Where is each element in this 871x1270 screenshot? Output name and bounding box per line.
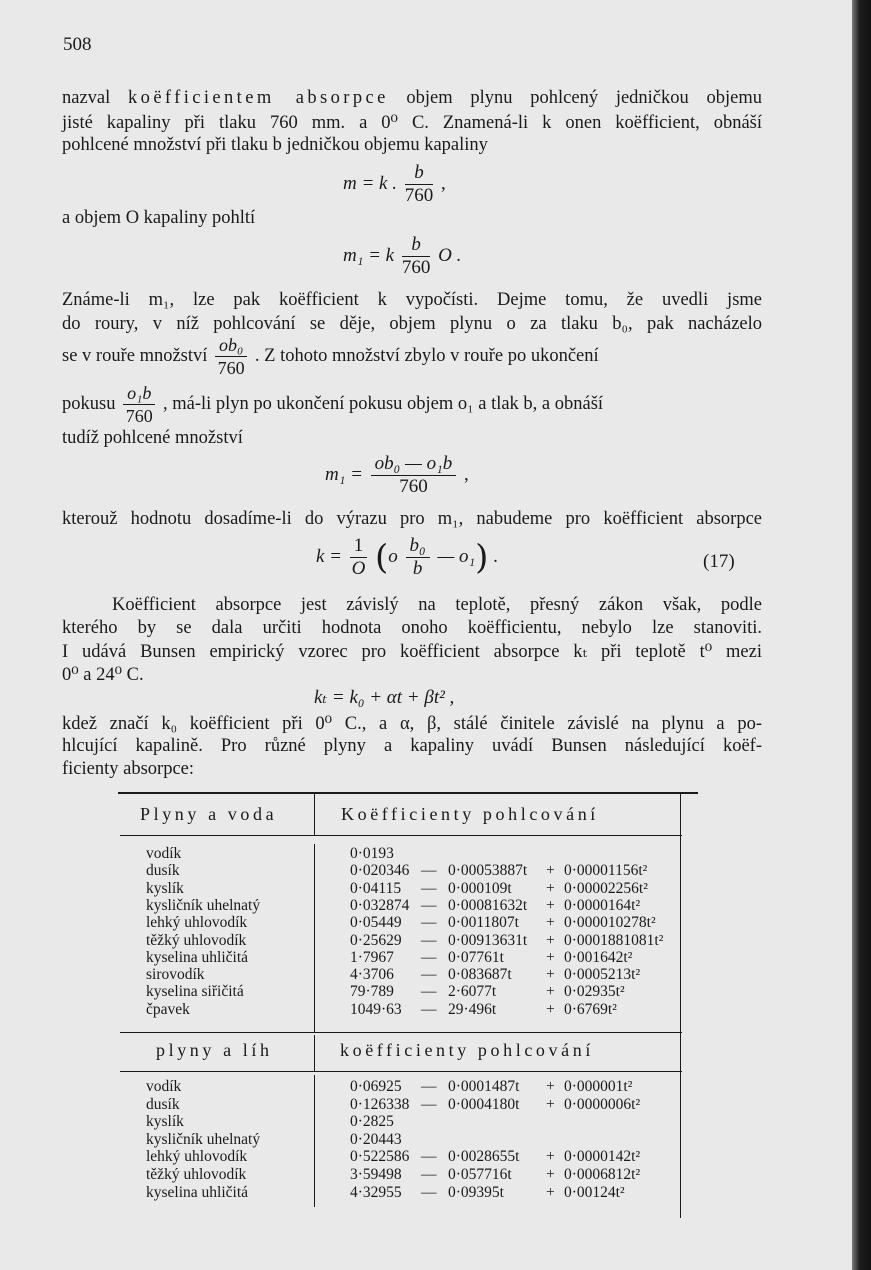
table-cell-v3: 0·00002256t² (564, 879, 648, 897)
table-cell-v1: 4·3706 (350, 966, 394, 984)
table-cell-v3: 0·0000142t² (564, 1148, 641, 1166)
table-column2-divider (314, 1075, 315, 1207)
table-cell-name: vodík (146, 845, 182, 862)
table-cell-s3: + (546, 896, 555, 914)
table-cell-s2: — (421, 1078, 437, 1095)
table-cell-v1: 0·522586 (350, 1148, 410, 1166)
table-cell-name: kyselina uhličitá (146, 1183, 249, 1201)
paragraph2-line3: se v rouře množství $\frac{\text{ob₀}}{760}$ . Z tohoto množství zbylo v rouře po ukončení (62, 335, 599, 378)
table-cell-name: kyselina uhličitá (146, 948, 249, 966)
alcohol-coef-header: koëfficienty pohlcování (340, 1040, 594, 1060)
paragraph3-line3: I udává Bunsen empirický vzorec pro koëfficient absorpce kₜ při teplotě t⁰ mezi (62, 642, 762, 662)
table-cell-v1: 0·25629 (350, 931, 402, 949)
table-cell-v1: 3·59498 (350, 1166, 402, 1183)
table-cell-s3: + (546, 966, 555, 984)
table-cell-v1: 0·126338 (350, 1095, 410, 1113)
table-cell-name: vodík (146, 1078, 182, 1095)
table-cell-v2: 0·057716t (448, 1166, 512, 1183)
table-cell-s2: — (421, 914, 437, 932)
table-cell-v3: 0·00124t² (564, 1183, 625, 1201)
text-objem: a objem O kapaliny pohltí (62, 208, 256, 228)
table-header2-rule (120, 1071, 682, 1072)
paragraph2-line1: Známe-li m₁, lze pak koëfficient k vypočísti. Dejme tomu, že uvedli jsme (62, 290, 762, 310)
table-cell-v3: 0·00001156t² (564, 862, 648, 880)
equation-m: m = k . $\frac{b}{760}$ , (343, 162, 446, 206)
equation-number: (17) (703, 551, 735, 572)
table-cell-v3: 0·0006812t² (564, 1166, 641, 1183)
table-cell-name: těžký uhlovodík (146, 1166, 247, 1183)
paragraph1-line1: nazval koëfficientem absorpce objem plynu pohlcený jedničkou objemu (62, 88, 762, 108)
table-cell-name: kysličník uhelnatý (146, 1130, 261, 1148)
table-cell-s3: + (546, 914, 555, 932)
table-cell-v2: 0·09395t (448, 1183, 504, 1201)
table-cell-v2: 0·00081632t (448, 896, 528, 914)
paragraph1-line2: jisté kapaliny při tlaku 760 mm. a 0⁰ C. Znamená-li k onen koëfficient, obnáší (62, 113, 762, 133)
table-cell-v2: 0·083687t (448, 966, 512, 984)
table-cell-name: kyslík (146, 1113, 184, 1131)
table-cell-v1: 0·05449 (350, 914, 402, 932)
table-cell-name: lehký uhlovodík (146, 1148, 248, 1166)
table-cell-s3: + (546, 1095, 555, 1113)
table-cell-v1: 0·2825 (350, 1113, 394, 1131)
absorption-table (118, 792, 698, 1218)
table-cell-v3: 0·0001881081t² (564, 931, 664, 949)
table-cell-s3: + (546, 1148, 555, 1166)
paragraph3-line4: 0⁰ a 24⁰ C. (62, 665, 144, 685)
table-right-rule (680, 792, 681, 1218)
water-coef-header: Koëfficienty pohlcování (341, 804, 599, 824)
table-top-rule (118, 792, 698, 794)
table-cell-name: těžký uhlovodík (146, 931, 247, 949)
page-number: 508 (63, 34, 92, 55)
equation-m1-result: m₁ = $\frac{\text{ob₀ — o₁b}}{760}$ , (325, 453, 469, 497)
table-cell-v2: 29·496t (448, 1000, 497, 1018)
table-cell-s2: — (421, 1095, 437, 1113)
table-cell-name: sirovodík (146, 966, 205, 984)
table-cell-v1: 1049·63 (350, 1000, 402, 1018)
table-cell-name: kyselina siřičitá (146, 983, 244, 1001)
table-cell-s3: + (546, 931, 555, 949)
table-cell-s3: + (546, 879, 555, 897)
table-cell-v2: 0·00053887t (448, 862, 528, 880)
table-cell-name: lehký uhlovodík (146, 914, 248, 932)
table-cell-v1: 0·020346 (350, 862, 410, 880)
table-cell-s2: — (421, 862, 437, 880)
paragraph3-line2: kterého by se dala určiti hodnota onoho koëfficientu, nebylo lze stanoviti. (62, 618, 762, 638)
water-header: Plyny a voda (140, 804, 278, 824)
table-cell-v3: 0·000010278t² (564, 914, 656, 932)
table-cell-s2: — (421, 1183, 437, 1201)
table-cell-s2: — (421, 931, 437, 949)
table-cell-s3: + (546, 1166, 555, 1183)
equation-m1: m₁ = k $\frac{b}{760}$ O . (343, 234, 462, 278)
table-cell-s3: + (546, 862, 555, 880)
table-cell-s2: — (421, 879, 437, 897)
table-cell-v3: 0·02935t² (564, 983, 625, 1001)
table-cell-s2: — (421, 1166, 437, 1183)
table-cell-s2: — (421, 1000, 437, 1018)
table-cell-name: čpavek (146, 1000, 190, 1018)
table-cell-v3: 0·0000164t² (564, 896, 641, 914)
table-cell-v2: 2·6077t (448, 983, 497, 1001)
paragraph4-line3: ficienty absorpce: (62, 759, 195, 779)
table-cell-v3: 0·0000006t² (564, 1095, 641, 1113)
table-cell-s3: + (546, 948, 555, 966)
page-edge-shadow (852, 0, 871, 1270)
table-cell-v3: 0·001642t² (564, 948, 633, 966)
table-cell-v1: 4·32955 (350, 1183, 402, 1201)
table-cell-v3: 0·0005213t² (564, 966, 641, 984)
alcohol-header: plyny a líh (156, 1040, 273, 1060)
table-header-rule (120, 835, 682, 836)
table-cell-s3: + (546, 1183, 555, 1201)
paragraph1-line3: pohlcené množství při tlaku b jedničkou objemu kapaliny (62, 135, 488, 155)
table-column-divider (314, 844, 315, 1032)
table-cell-v1: 0·06925 (350, 1078, 402, 1095)
table-cell-s2: — (421, 1148, 437, 1166)
table-section-rule (120, 1032, 682, 1033)
table-cell-name: kysličník uhelnatý (146, 896, 261, 914)
table-cell-name: dusík (146, 1095, 180, 1113)
paragraph4-line1: kdež značí k₀ koëfficient při 0⁰ C., a α, β, stálé činitele závislé na plynu a po- (62, 714, 762, 734)
table-cell-s3: + (546, 1000, 555, 1018)
table-cell-v1: 0·032874 (350, 896, 410, 914)
table-header-divider (314, 794, 315, 836)
paragraph2-line5: tudíž pohlcené množství (62, 428, 243, 448)
table-cell-v2: 0·0011807t (448, 914, 519, 932)
table-cell-v2: 0·0028655t (448, 1148, 520, 1166)
table-cell-v3: 0·000001t² (564, 1078, 633, 1095)
table-cell-s2: — (421, 983, 437, 1001)
table-cell-name: dusík (146, 862, 180, 880)
table-cell-s3: + (546, 1078, 555, 1095)
table-cell-v1: 0·04115 (350, 879, 402, 897)
table-cell-v1: 1·7967 (350, 948, 394, 966)
table-cell-v3: 0·6769t² (564, 1000, 617, 1018)
table-cell-s2: — (421, 966, 437, 984)
table-header2-divider (314, 1035, 315, 1071)
paragraph3-line1: Koëfficient absorpce jest závislý na teplotě, přesný zákon však, podle (112, 595, 762, 615)
equation-k: k = $\frac{1}{O}$ (o $\frac{\text{b₀}}{b}$ — o₁) . (316, 535, 498, 579)
table-cell-v2: 0·0001487t (448, 1078, 520, 1095)
table-cell-s2: — (421, 948, 437, 966)
table-cell-v2: 0·07761t (448, 948, 504, 966)
text-kterouz: kterouž hodnotu dosadíme-li do výrazu pro m₁, nabudeme pro koëfficient absorpce (62, 509, 762, 529)
paragraph4-line2: hlcující kapalině. Pro různé plyny a kapaliny uvádí Bunsen následující koëf- (62, 736, 762, 756)
table-cell-v2: 0·00913631t (448, 931, 528, 949)
table-cell-v2: 0·000109t (448, 879, 512, 897)
table-cell-s2: — (421, 896, 437, 914)
paragraph2-line2: do roury, v níž pohlcování se děje, objem plynu o za tlaku b₀, pak nacházelo (62, 314, 762, 334)
table-cell-name: kyslík (146, 879, 184, 897)
table-cell-v1: 0·0193 (350, 845, 394, 862)
table-cell-v1: 79·789 (350, 983, 394, 1001)
table-cell-s3: + (546, 983, 555, 1001)
table-cell-v1: 0·20443 (350, 1130, 402, 1148)
table-cell-v2: 0·0004180t (448, 1095, 520, 1113)
paragraph2-line4: pokusu $\frac{\text{o₁b}}{760}$ , má-li plyn po ukončení pokusu objem o₁ a tlak b, a obnáší (62, 383, 604, 426)
equation-kt: kₜ = k₀ + αt + βt² , (314, 687, 455, 708)
